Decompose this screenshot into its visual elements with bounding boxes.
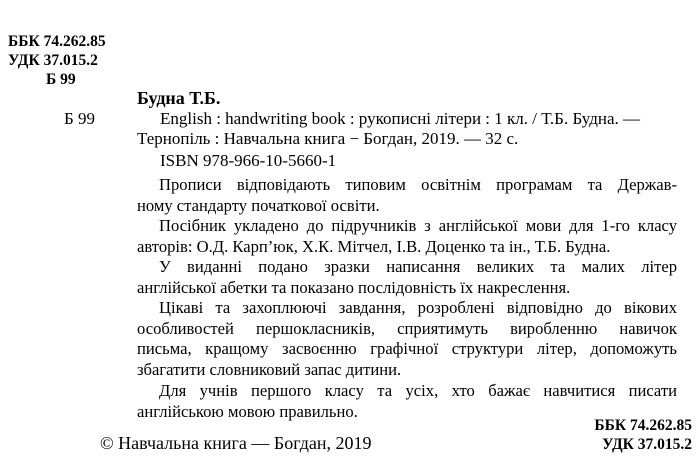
udk-code: УДК 37.015.2 (8, 52, 98, 69)
paragraph-line: англійською мовою правильно. (137, 401, 358, 421)
paragraph-line: У виданні подано зразки написання великих та малих літер (159, 257, 677, 276)
paragraph-line: Посібник укладено до підручників з англійської мови для 1-го класу (159, 216, 677, 235)
isbn: ISBN 978-966-10-5660-1 (160, 151, 337, 170)
paragraph-line: письма, кращому засвоєнню графічної структури літер, допоможуть (137, 339, 677, 358)
paragraph-line: Прописи відповідають типовим освітнім програмам та Держав- (159, 175, 677, 194)
paragraph-line: Цікаві та захоплюючі завдання, розроблені відповідно до вікових (159, 298, 677, 317)
annotation-paragraph-5 (137, 381, 677, 422)
copyright: © Навчальна книга — Богдан, 2019 (100, 433, 372, 453)
annotation-paragraph-4 (137, 298, 677, 380)
author-heading: Будна Т.Б. (137, 88, 221, 108)
record-title-line-1: English : handwriting book : рукописні літери : 1 кл. / Т.Б. Будна. — (160, 109, 641, 128)
record-code: Б 99 (64, 109, 96, 128)
paragraph-line: ному стандарту початкової освіти. (137, 195, 380, 215)
annotation-paragraph-2 (137, 216, 677, 257)
footer-udk-code: УДК 37.015.2 (602, 436, 692, 453)
paragraph-line: Для учнів першого класу та усіх, хто бажає навчитися писати (159, 381, 677, 400)
author-mark: Б 99 (46, 71, 76, 88)
paragraph-line: особливостей першокласників, сприятимуть виробленню навичок (137, 318, 677, 338)
paragraph-line: збагатити словниковий запас дитини. (137, 359, 402, 379)
footer-bbk-code: ББК 74.262.85 (594, 417, 692, 434)
bbk-code: ББК 74.262.85 (8, 33, 106, 50)
record-title-line-2: Тернопіль : Навчальна книга − Богдан, 2019. — 32 с. (137, 129, 519, 148)
annotation-paragraph-1 (137, 175, 677, 216)
annotation-paragraph-3 (137, 257, 677, 298)
paragraph-line: авторів: О.Д. Карп’юк, Х.К. Мітчел, І.В. Доценко та ін., Т.Б. Будна. (137, 236, 611, 256)
paragraph-line: англійської абетки та показано послідовність їх накреслення. (137, 277, 571, 297)
